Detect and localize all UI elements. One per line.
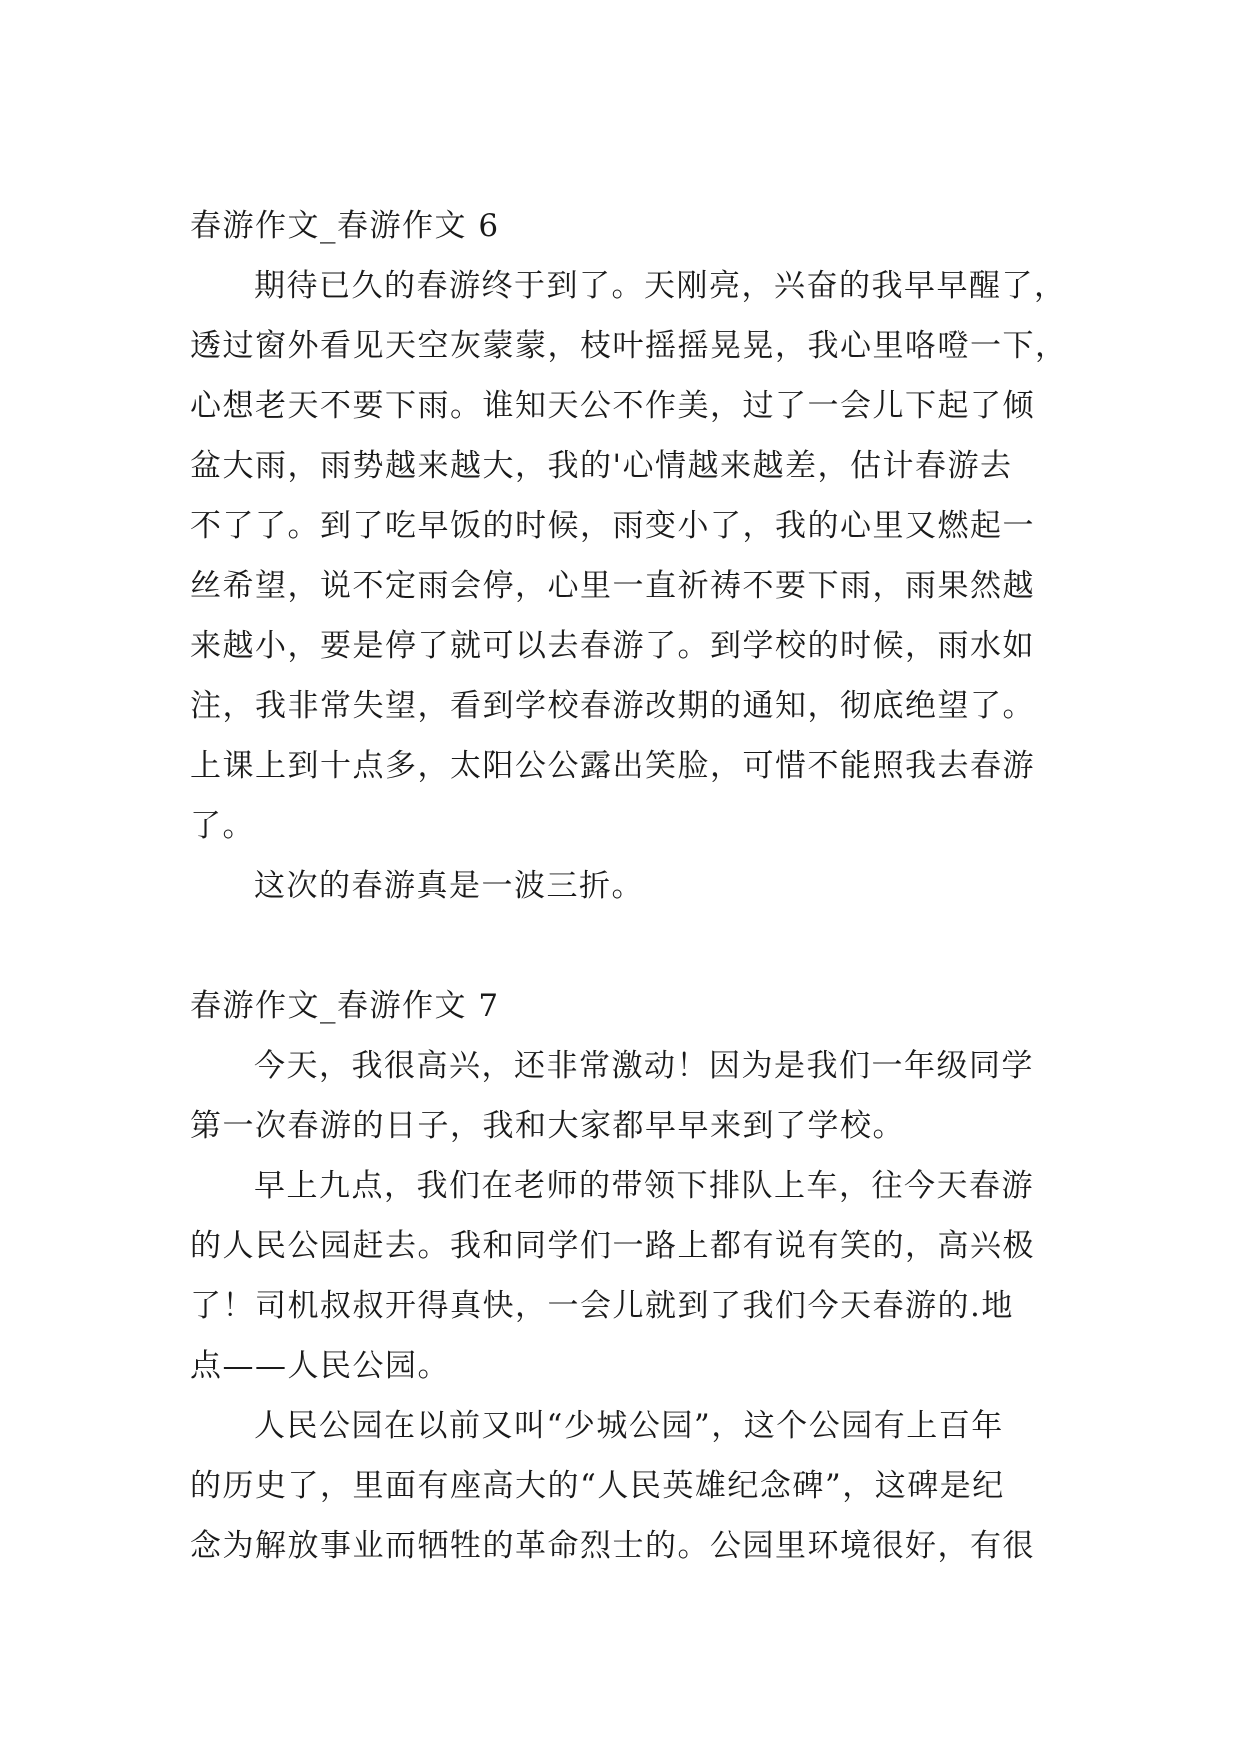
paragraph-line: 人民公园在以前又叫“少城公园”，这个公园有上百年 xyxy=(254,1408,1004,1444)
section-title: 春游作文_春游作文 6 xyxy=(190,208,500,244)
paragraph-line: 的人民公园赶去。我和同学们一路上都有说有笑的，高兴极 xyxy=(190,1228,1035,1264)
paragraph-line: 盆大雨，雨势越来越大，我的'心情越来越差，估计春游去 xyxy=(190,448,1013,484)
paragraph-line: 上课上到十点多，太阳公公露出笑脸，可惜不能照我去春游 xyxy=(190,748,1035,784)
paragraph-line: 心想老天不要下雨。谁知天公不作美，过了一会儿下起了倾 xyxy=(190,388,1035,424)
paragraph-line: 注，我非常失望，看到学校春游改期的通知，彻底绝望了。 xyxy=(190,688,1035,724)
paragraph-line: 念为解放事业而牺牲的革命烈士的。公园里环境很好，有很 xyxy=(190,1528,1035,1564)
paragraph-line: 今天，我很高兴，还非常激动！因为是我们一年级同学 xyxy=(254,1048,1034,1084)
paragraph-line: 的历史了，里面有座高大的“人民英雄纪念碑”，这碑是纪 xyxy=(190,1468,1005,1504)
paragraph-line: 了。 xyxy=(190,808,255,844)
paragraph-line: 期待已久的春游终于到了。天刚亮，兴奋的我早早醒了， xyxy=(254,268,1067,304)
paragraph-line: 丝希望，说不定雨会停，心里一直祈祷不要下雨，雨果然越 xyxy=(190,568,1035,604)
paragraph-line: 透过窗外看见天空灰蒙蒙，枝叶摇摇晃晃，我心里咯噔一下， xyxy=(190,328,1068,364)
paragraph-line: 来越小，要是停了就可以去春游了。到学校的时候，雨水如 xyxy=(190,628,1035,664)
paragraph-line: 不了了。到了吃早饭的时候，雨变小了，我的心里又燃起一 xyxy=(190,508,1035,544)
paragraph-line: 了！司机叔叔开得真快，一会儿就到了我们今天春游的.地 xyxy=(190,1288,1014,1324)
paragraph-line: 第一次春游的日子，我和大家都早早来到了学校。 xyxy=(190,1108,905,1144)
paragraph-line: 这次的春游真是一波三折。 xyxy=(254,868,644,904)
paragraph-line: 点——人民公园。 xyxy=(190,1348,450,1384)
section-title: 春游作文_春游作文 7 xyxy=(190,988,500,1024)
paragraph-line: 早上九点，我们在老师的带领下排队上车，往今天春游 xyxy=(254,1168,1034,1204)
